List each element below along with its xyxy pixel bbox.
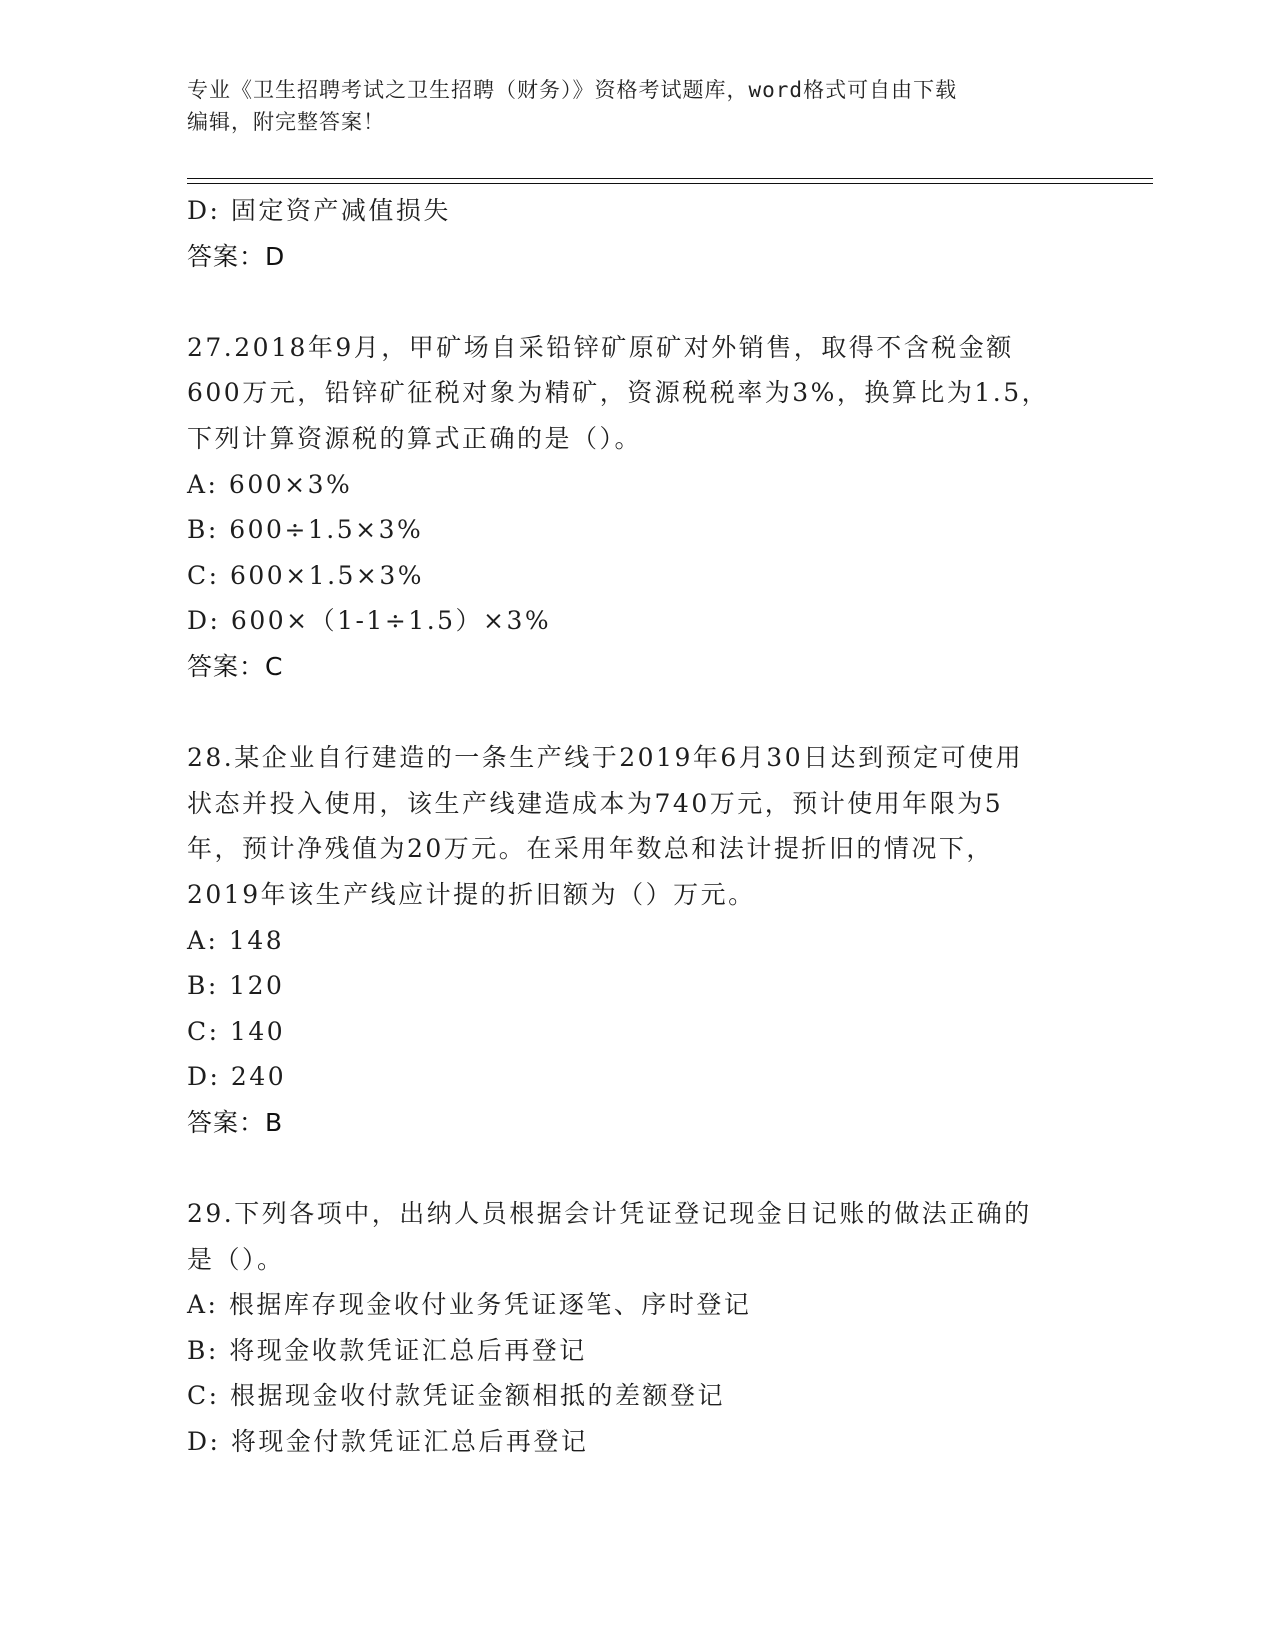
header-rule-bottom [187,183,1153,184]
option-d: D: 将现金付款凭证汇总后再登记 [187,1427,589,1457]
question-27 [187,325,1087,690]
option-c: C: 根据现金收付款凭证金额相抵的差额登记 [187,1381,725,1411]
option-b: B: 120 [187,971,285,1001]
question-stem-line: 年，预计净残值为20万元。在采用年数总和法计提折旧的情况下， [187,834,994,864]
option-a: A: 600×3% [187,469,353,499]
option-b: B: 600÷1.5×3% [187,515,424,545]
answer-line: 答案：C [187,651,284,681]
question-stem-line: 28.某企业自行建造的一条生产线于2019年6月30日达到预定可使用 [187,743,1024,773]
answer-line: 答案：D [187,241,286,271]
question-29 [187,1191,1087,1465]
question-26-tail [187,188,1087,279]
option-a: A: 根据库存现金收付业务凭证逐笔、序时登记 [187,1290,752,1320]
option-d: D: 600×（1-1÷1.5）×3% [187,606,552,636]
question-stem-line: 29.下列各项中，出纳人员根据会计凭证登记现金日记账的做法正确的 [187,1199,1032,1229]
spacer [187,279,1087,325]
question-28 [187,735,1087,1145]
question-stem-line: 2019年该生产线应计提的折旧额为（）万元。 [187,879,756,909]
option-c: C: 600×1.5×3% [187,560,425,590]
answer-line: 答案：B [187,1107,284,1137]
option-a: A: 148 [187,925,285,955]
option-d: D: 固定资产减值损失 [187,196,451,225]
header-line-2: 编辑，附完整答案！ [187,110,385,134]
question-stem-line: 600万元，铅锌矿征税对象为精矿，资源税税率为3%，换算比为1.5， [187,378,1050,408]
option-d: D: 240 [187,1062,287,1092]
header-line-1: 专业《卫生招聘考试之卫生招聘（财务）》资格考试题库，word格式可自由下载 [187,78,958,102]
question-stem-line: 状态并投入使用，该生产线建造成本为740万元，预计使用年限为5 [187,788,1004,818]
header-rule-top [187,178,1153,179]
question-stem-line: 27.2018年9月，甲矿场自采铅锌矿原矿对外销售，取得不含税金额 [187,332,1014,362]
question-content [187,188,1087,1465]
option-c: C: 140 [187,1016,286,1046]
spacer [187,1145,1087,1191]
document-header [187,74,1087,138]
question-stem-line: 下列计算资源税的算式正确的是（）。 [187,423,643,453]
question-stem-line: 是（）。 [187,1244,285,1274]
option-b: B: 将现金收款凭证汇总后再登记 [187,1335,587,1365]
spacer [187,690,1087,736]
